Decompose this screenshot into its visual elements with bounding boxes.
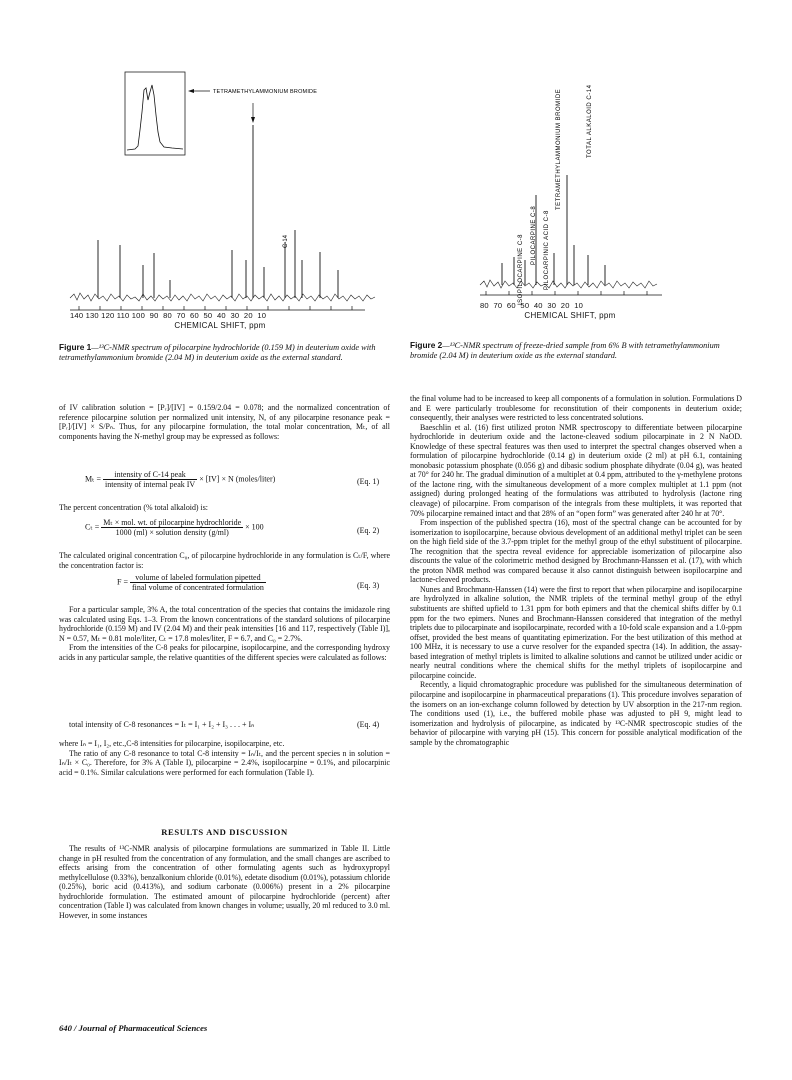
figure-2-caption-label: Figure 2 xyxy=(410,340,443,350)
figure-2-tick-labels: 80 70 60 50 40 30 20 10 xyxy=(480,301,584,310)
figure-1-axis-label: CHEMICAL SHIFT, ppm xyxy=(174,321,266,330)
page-footer: 640 / Journal of Pharmaceutical Sciences xyxy=(59,1023,208,1033)
equation-2-tag: (Eq. 2) xyxy=(357,526,380,535)
left-column-top xyxy=(59,403,390,441)
left-column-p2: The percent concentration (% total alkaloid) is: xyxy=(59,503,208,512)
figure-1-tick-labels: 140 130 120 110 100 90 80 70 60 50 40 30 20 10 xyxy=(70,311,267,320)
left-column-p3: The calculated original concentration C₀, of pilocarpine hydrochloride in any formulation is Cₜ/F, where the concentration factor is: xyxy=(59,551,390,570)
figure-2-label-tmab: TETRAMETHYLAMMONIUM BROMIDE xyxy=(556,88,562,210)
equation-4: total intensity of C-8 resonances = Iₜ = I₁ + I₂ + I₃ . . . + Iₙ xyxy=(69,720,255,729)
equation-1-tag: (Eq. 1) xyxy=(357,477,380,486)
left-column-body-2: where Iₙ = I₁, I₂, etc.,C-8 intensities for pilocarpine, isopilocarpine, etc. The ratio of any C-8 resonance to total C-8 intensity = Iₙ/Iₜ, and the percent species n in solution = Iₙ/Iₜ × C₀. Therefore, for 3% A (Table I), pilocarpine = 2.4%, isopilocarpine = 0.1%, and pilocarpinic acid = 0.1%. Similar calculations were performed for each formulation (Table I). xyxy=(59,739,390,777)
equation-4-tag: (Eq. 4) xyxy=(357,720,380,729)
figure-2-label-total-alkaloid: TOTAL ALKALOID C-14 xyxy=(587,84,593,158)
figure-1-c14-label: C-14 xyxy=(283,234,289,248)
figure-2-label-pilocarpine: PILOCARPINE C-8 xyxy=(531,205,537,265)
figure-2 xyxy=(470,65,670,335)
equation-3-tag: (Eq. 3) xyxy=(357,581,380,590)
equation-2: Cₜ = $\frac{\text{Mₜ × mol. wt. of pilocarpine hydrochloride}}{\text{1000 (ml) × solution density (g/ml)}}$ × 100 xyxy=(85,518,264,537)
figure-2-spectrum xyxy=(470,65,670,305)
figure-2-caption-text: —¹³C-NMR spectrum of freeze-dried sample from 6% B with tetramethylammonium bromide (2.04 M) in deuterium oxide as the external standard. xyxy=(410,341,720,360)
figure-2-label-isopilocarpine: ISOPILOCARPINE C-8 xyxy=(518,233,524,305)
figure-1-tmab-label: TETRAMETHYLAMMONIUM BROMIDE xyxy=(213,89,318,95)
figure-1 xyxy=(60,70,390,340)
figure-2-axis-label: CHEMICAL SHIFT, ppm xyxy=(524,311,616,320)
figure-1-spectrum xyxy=(60,70,390,320)
left-column-results: The results of ¹³C-NMR analysis of pilocarpine formulations are summarized in Table II. Little change in pH resulted from the concentration of any formulation, and the small changes are ascribed to effects arising from the concentration of other formulating agents such as hydroxypropyl methylcellulose (0.33%), benzalkonium chloride (0.01%), edetate disodium (0.01%), potassium chloride (0.25%), boric acid (0.413%), and sodium carbonate (0.006%) present in a 2% pilocarpine hydrochloride formulation. The estimated amount of pilocarpine hydrochloride (percent) after concentration (Table I) was calculated from known changes in volume; usually, 20 ml reduced to 3.0 ml. However, in some instances xyxy=(59,844,390,920)
right-column: the final volume had to be increased to keep all components of a formulation in solution. Formulations D and E were particularly troublesome for reconstitution of their components in deuterium oxide; consequently, their analyses were restricted to less concentrated solutions. Baeschlin et al. (16) first utilized proton NMR spectroscopy to differentiate between pilocarpine hydrochloride in deuterium oxide and the lactone-cleaved sodium pilocarpinate in 2 N NaOD. Knowledge of these spectral features was then used to interpret the spectral changes observed when a formulation of pilocarpine hydrochloride (0.14 g) in deuterium oxide (2 ml) at pH 6.1, containing monobasic potassium phosphate (0.056 g) and dibasic sodium phosphate dihydrate (0.04 g), was heated at 70° for 240 hr. The gradual diminution of a multiplet at 0.4 ppm, attributed to the γ-methylene protons of the lactone ring, with the simultaneous development of a more complex multiplet at 1.1 ppm (not assigned) during prolonged heating of the formulations was attributed to hydrolysis (lactone ring cleavage) of pilocarpine. From comparison of the integrals from these multiplets, it was reported that 70% pilocarpine remained intact and that 28% of an “open form” was generated after 240 hr at 70°. From inspection of the published spectra (16), most of the spectral change can be accounted for by isomerization to isopilocarpine, because obvious development of an additional methyl triplet can be seen on the high field side of the 3.7-ppm triplet for the methyl group of the ethyl substituent of pilocarpine. The recognition that the spectra reveal evidence for appreciable isomerization of pilocarpine also discounts the value of the colorimetric method designed by Brochmann-Hanssen et al. (17), with which the proton NMR method was compared because it also cannot distinguish between isopilocarpine and lactone-cleaved products. Nunes and Brochmann-Hanssen (14) were the first to report that when pilocarpine and isopilocarpine are hydrolyzed in alkaline solution, the NMR triplets of the terminal methyl group of the ethyl substituents are shifted upfield to 1.31 ppm for both epimers and that the chemical shifts differ by 0.1 ppm for the two epimers. Nunes and Brochmann-Hanssen considered that integration of the methyl triplets due to pilocarpinate and isopilocarpinate, recorded with a 10-fold scale expansion and a 1.0-ppm offset, provided the best means of quantitating epimerization. For the best utilization of this method at 100 MHz, it is necessary to use a curve resolver for the expanded spectra (14). In addition, the assay-based integration of methyl triplets is limited to alkaline solutions and cannot be utilized under acidic or nearly neutral conditions where the chemical shifts for the methyl triplets of isopilocarpine and pilocarpine coincide. Recently, a liquid chromatographic procedure was published for the simultaneous determination of pilocarpine and isopilocarpine in pharmaceutical preparations (1). This procedure involves separation of the isomers on an ion-exchange column followed by detection by UV absorption in the 217-nm region. The conditions used (1), i.e., the buffered mobile phase was adjusted to pH 9, might lead to isomerization and hydrolysis of pilocarpine, as indicated by ¹³C-NMR spectroscopic studies of the behavior of pilocarpine with varying pH (15). This concern for possible analytical modification of the sample by the chromatographic xyxy=(410,394,742,747)
left-column-body: For a particular sample, 3% A, the total concentration of the species that contains the imidazole ring was calculated using Eqs. 1–3. From the known concentrations of the standard solutions of pilocarpine hydrochloride (0.159 M) and IV (2.04 M) and their peak intensities [16 and 117, respectively (Table I)], N = 0.57, Mₜ = 0.81 mole/liter, Cₜ = 17.8 moles/liter, F = 6.7, and C₀ = 2.7%. From the intensities of the C-8 peaks for pilocarpine, isopilocarpine, and the corresponding hydroxy acids in any particular sample, the relative quantities of the different species were calculated as follows: xyxy=(59,605,390,662)
equation-3: F = $\frac{\text{volume of labeled formulation pipetted}}{\text{final volume of concentrated formulation}}$ xyxy=(117,573,264,592)
equation-1: Mₜ = $\frac{\text{intensity of C-14 peak}}{\text{intensity of internal peak IV}}$ × [IV] × N (moles/liter) xyxy=(85,470,276,489)
figure-2-caption xyxy=(410,340,740,361)
figure-2-label-pilocarpinic-acid: PILOCARPINIC ACID C-8 xyxy=(544,210,550,290)
section-heading: RESULTS AND DISCUSSION xyxy=(161,827,288,837)
figure-1-caption-text: —¹³C-NMR spectrum of pilocarpine hydrochloride (0.159 M) in deuterium oxide with tetramethylammonium bromide (2.04 M) in deuterium oxide as the external standard. xyxy=(59,343,376,362)
figure-1-caption xyxy=(59,342,389,363)
paragraph: of IV calibration solution = [Pᵣ]/[IV] = 0.159/2.04 = 0.078; and the normalized concentration of reference pilocarpine solution per normalized unit intensity, N, of any pilocarpine resonance peak = [Pᵣ]/[IV] × S/Pₙ. Thus, for any pilocarpine formulation, the total molar concentration, Mₜ, of all components having the N-methyl group may be expressed as follows: xyxy=(59,403,390,441)
figure-1-caption-label: Figure 1 xyxy=(59,342,92,352)
